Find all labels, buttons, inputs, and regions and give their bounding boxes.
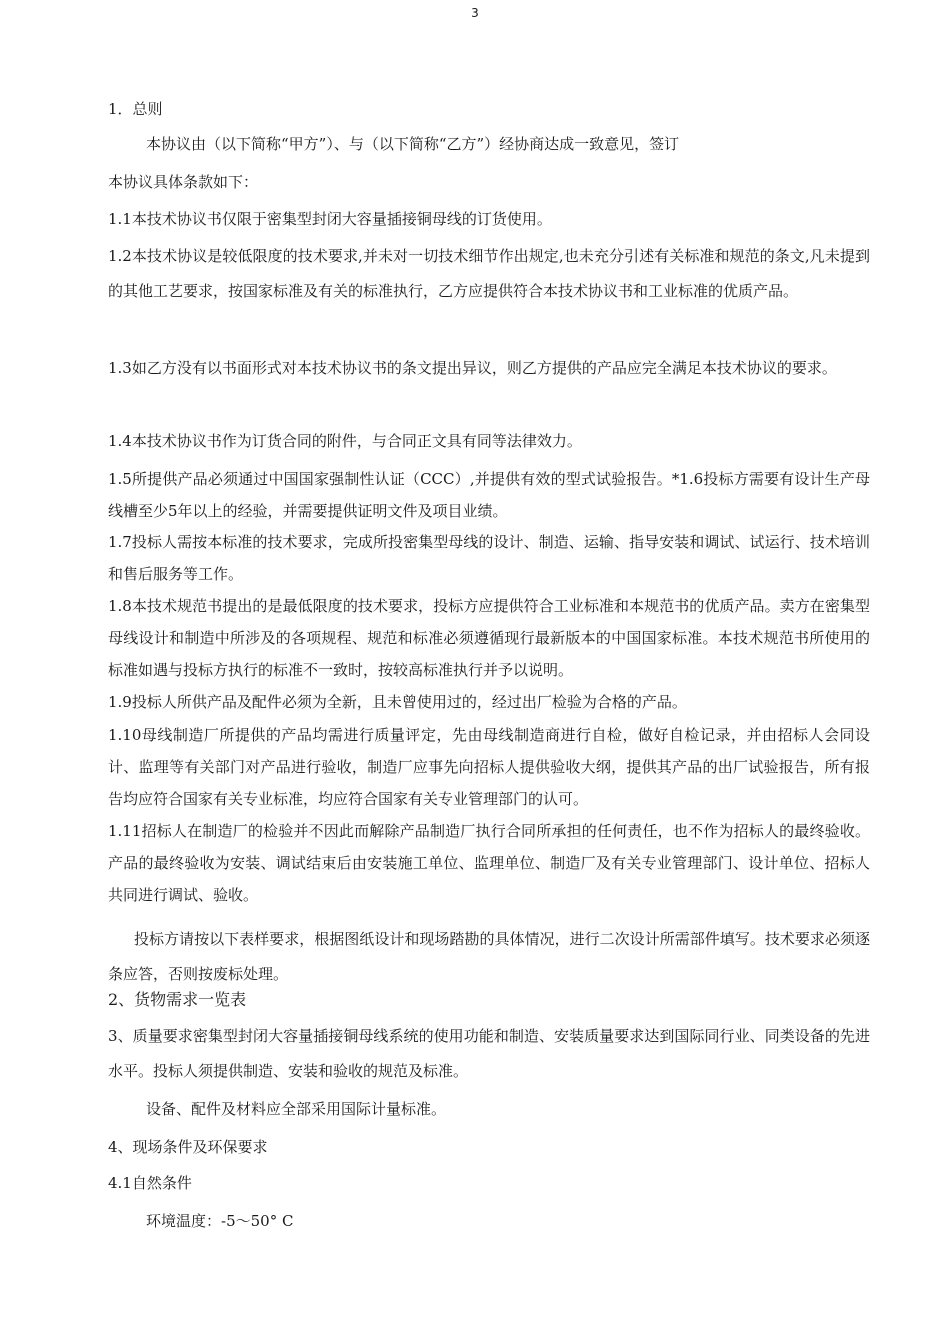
section-3-text: 3、质量要求密集型封闭大容量插接铜母线系统的使用功能和制造、安装质量要求达到国际同行业、同类设备的先进水平。投标人须提供制造、安装和验收的规范及标准。 xyxy=(108,1027,870,1080)
intro-line-1: 本协议由（以下简称“甲方”）、与（以下简称“乙方”）经协商达成一致意见，签订 xyxy=(146,135,680,153)
clause-1-10: 1.10母线制造厂所提供的产品均需进行质量评定，先由母线制造商进行自检，做好自检记录，并由招标人会同设计、监理等有关部门对产品进行验收，制造厂应事先向招标人提供验收大纲，提供其产品的出厂试验报告，所有报告均应符合国家有关专业标准，均应符合国家有关专业管理部门的认可。 xyxy=(108,726,870,808)
section-4-1-title: 4.1自然条件 xyxy=(108,1174,192,1192)
bidder-note: 投标方请按以下表样要求，根据图纸设计和现场踏勘的具体情况，进行二次设计所需部件填写。技术要求必须逐条应答，否则按废标处理。 xyxy=(108,930,870,983)
clause-1-4: 1.4本技术协议书作为订货合同的附件，与合同正文具有同等法律效力。 xyxy=(108,432,582,450)
clause-1-8: 1.8本技术规范书提出的是最低限度的技术要求，投标方应提供符合工业标准和本规范书的优质产品。卖方在密集型母线设计和制造中所涉及的各项规程、规范和标准必须遵循现行最新版本的中国国家标准。本技术规范书所使用的标准如遇与投标方执行的标准不一致时，按较高标准执行并予以说明。 xyxy=(108,597,870,679)
clause-1-7: 1.7投标人需按本标准的技术要求，完成所投密集型母线的设计、制造、运输、指导安装和调试、试运行、技术培训和售后服务等工作。 xyxy=(108,533,870,583)
page-number: 3 xyxy=(471,6,479,20)
clause-1-2: 1.2本技术协议是较低限度的技术要求,并未对一切技术细节作出规定,也未充分引述有关标准和规范的条文,凡未提到的其他工艺要求，按国家标准及有关的标准执行，乙方应提供符合本技术协议书和工业标准的优质产品。 xyxy=(108,247,870,300)
section-4-title: 4、现场条件及环保要求 xyxy=(108,1138,268,1156)
intro-line-2: 本协议具体条款如下： xyxy=(108,173,259,191)
clause-1-9: 1.9投标人所供产品及配件必须为全新，且未曾使用过的，经过出厂检验为合格的产品。 xyxy=(108,693,687,711)
ambient-temperature: 环境温度：-5～50° C xyxy=(146,1212,294,1230)
section-1-title: 1．总则 xyxy=(108,100,163,118)
clause-1-1: 1.1本技术协议书仅限于密集型封闭大容量插接铜母线的订货使用。 xyxy=(108,210,552,228)
clause-1-5: 1.5所提供产品必须通过中国国家强制性认证（CCC）,并提供有效的型式试验报告。*1.6投标方需要有设计生产母线槽至少5年以上的经验，并需要提供证明文件及项目业绩。 xyxy=(108,470,870,520)
clause-1-11: 1.11招标人在制造厂的检验并不因此而解除产品制造厂执行合同所承担的任何责任，也不作为招标人的最终验收。产品的最终验收为安装、调试结束后由安装施工单位、监理单位、制造厂及有关专业管理部门、设计单位、招标人共同进行调试、验收。 xyxy=(108,822,870,904)
clause-1-3: 1.3如乙方没有以书面形式对本技术协议书的条文提出异议，则乙方提供的产品应完全满足本技术协议的要求。 xyxy=(108,359,837,377)
section-3-note: 设备、配件及材料应全部采用国际计量标准。 xyxy=(146,1100,447,1118)
section-2-title: 2、货物需求一览表 xyxy=(108,990,247,1009)
